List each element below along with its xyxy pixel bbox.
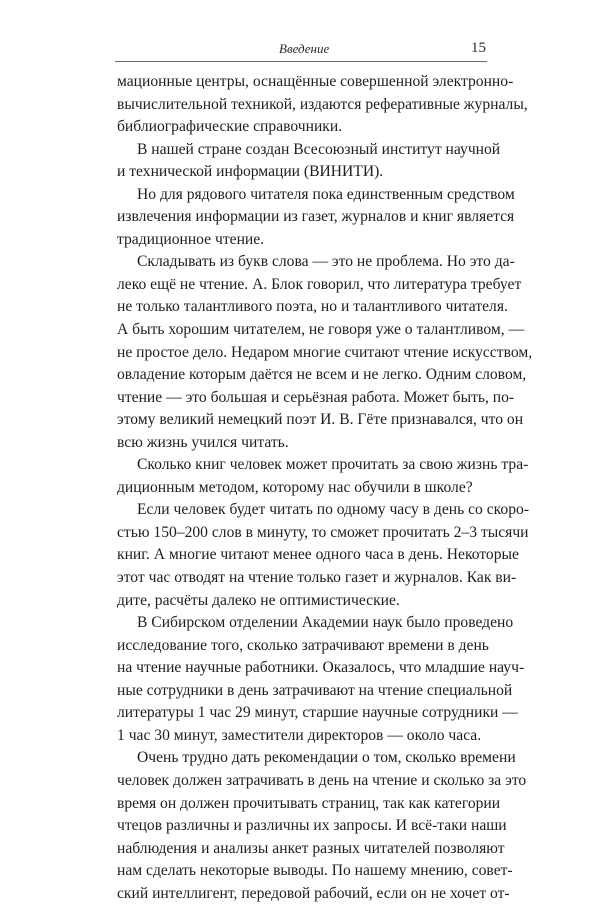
text-line: мационные центры, оснащённые совершенной электронно- — [117, 73, 514, 90]
text-line: этому великий немецкий поэт И. В. Гёте признавался, что он — [117, 411, 524, 429]
text-line: ные сотрудники в день затрачивают на чтение специальной — [117, 681, 513, 699]
text-line: В Сибирском отделении Академии наук было проведено — [137, 614, 514, 632]
paragraph — [117, 251, 533, 454]
text-line: диционным методом, которому нас обучили в школе? — [117, 478, 473, 496]
text-line: нам сделать некоторые выводы. По нашему мнению, совет- — [117, 862, 513, 880]
text-line: Сколько книг человек может прочитать за свою жизнь тра- — [137, 456, 529, 474]
text-line: исследование того, сколько затрачивают времени в день — [117, 636, 489, 654]
text-line: наблюдения и анализы анкет разных читателей позволяют — [117, 839, 505, 857]
text-line: человек должен затрачивать в день на чтение и сколько за это — [117, 771, 527, 789]
text-line: на чтение научные работники. Оказалось, что младшие науч- — [117, 659, 525, 677]
text-line: не простое дело. Недаром многие считают чтение искусством, — [117, 343, 533, 361]
text-line: этот час отводят на чтение только газет и журналов. Как ви- — [117, 569, 517, 587]
header-rule — [115, 61, 487, 62]
running-head — [115, 40, 487, 62]
paragraph — [117, 139, 501, 184]
text-line: Но для рядового читателя пока единственным средством — [137, 185, 515, 203]
text-line: чтецов различны и различны их запросы. И всё-таки наши — [117, 817, 507, 835]
text-line: традиционное чтение. — [117, 230, 265, 248]
paragraph — [117, 454, 529, 499]
section-title: Введение — [279, 41, 330, 56]
text-line: время он должен прочитывать страниц, так как категории — [117, 794, 501, 812]
paragraph — [117, 612, 525, 747]
text-line: овладение которым даётся не всем и не легко. Одним словом, — [117, 366, 527, 384]
text-line: не только талантливого поэта, но и талантливого читателя. — [117, 298, 508, 316]
text-line: литературы 1 час 29 минут, старшие научные сотрудники — — [117, 704, 518, 722]
text-line: В нашей стране создан Всесоюзный институт научной — [137, 140, 501, 158]
text-line: дите, расчёты далеко не оптимистические. — [117, 591, 400, 609]
text-line: вычислительной техникой, издаются реферативные журналы, — [117, 95, 528, 113]
paragraph — [117, 184, 515, 252]
text-line: 1 час 30 минут, заместители директоров — около часа. — [117, 726, 482, 744]
text-line: извлечения информации из газет, журналов и книг является — [117, 208, 515, 226]
text-line: леко ещё не чтение. А. Блок говорил, что литература требует — [117, 275, 522, 293]
text-line: Если человек будет читать по одному часу в день со скоро- — [137, 501, 530, 519]
text-line: стью 150–200 слов в минуту, то сможет прочитать 2–3 тысячи — [117, 523, 529, 541]
paragraph — [117, 747, 527, 905]
text-line: и технической информации (ВИНИТИ). — [117, 163, 384, 181]
page-number: 15 — [471, 40, 486, 56]
text-line: книг. А многие читают менее одного часа в день. Некоторые — [117, 546, 519, 564]
text-line: библиографические справочники. — [117, 118, 343, 136]
text-line: Очень трудно дать рекомендации о том, сколько времени — [137, 749, 516, 767]
text-line: Складывать из букв слова — это не проблема. Но это да- — [137, 253, 515, 271]
text-line: ский интеллигент, передовой рабочий, если он не хочет от- — [117, 884, 510, 902]
text-line: чтение — это большая и серьёзная работа. Может быть, по- — [117, 388, 515, 406]
paragraph — [117, 71, 528, 139]
text-line: А быть хорошим читателем, не говоря уже о талантливом, — — [117, 321, 525, 339]
text-line: всю жизнь учился читать. — [117, 433, 289, 451]
paragraph — [117, 499, 530, 612]
page-body-text — [117, 71, 533, 905]
